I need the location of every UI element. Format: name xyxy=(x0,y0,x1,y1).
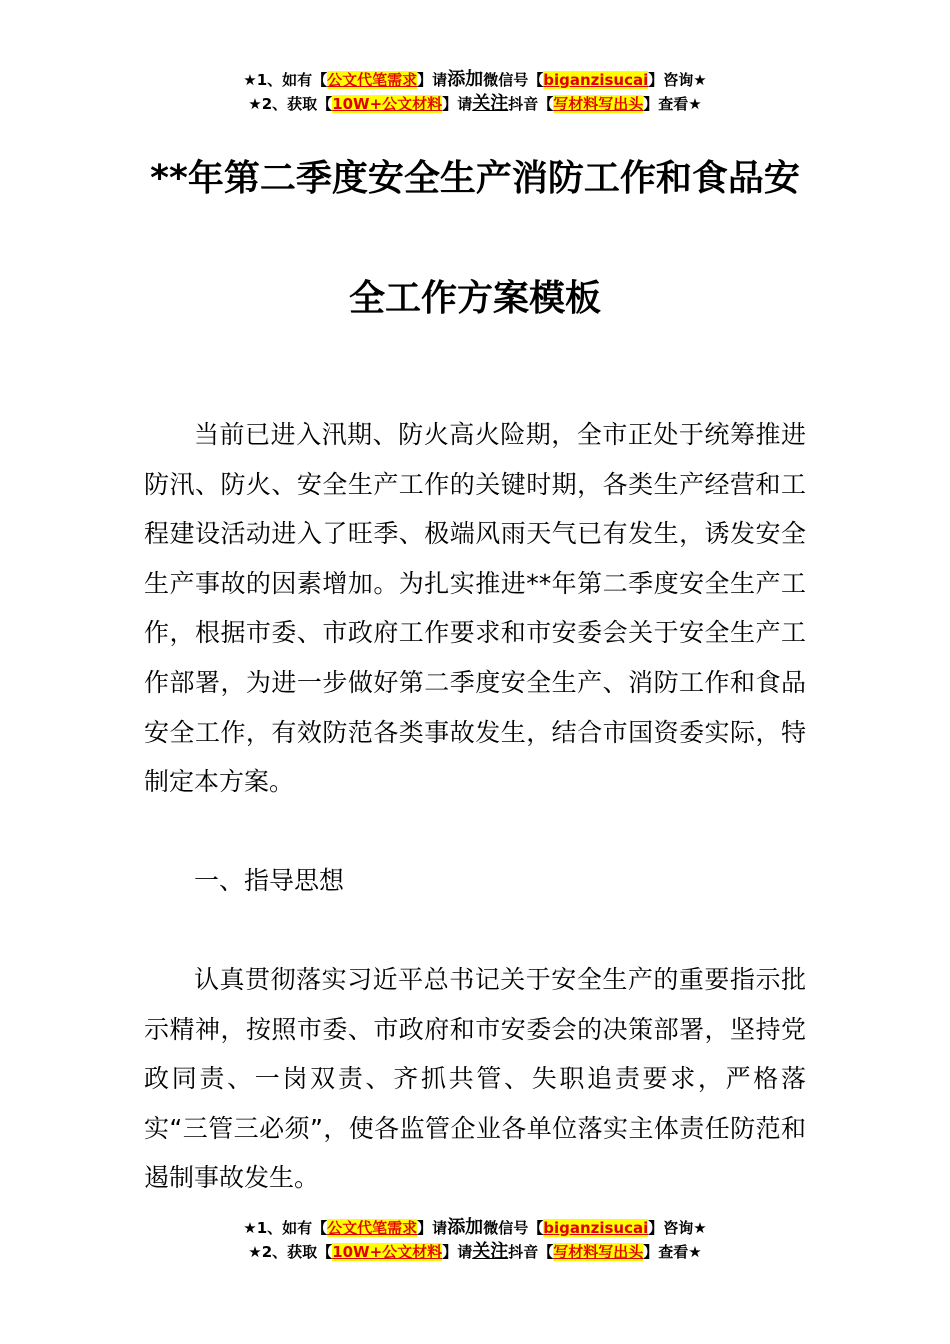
banner-text: 】请 xyxy=(442,95,473,113)
banner-text: 微信号【 xyxy=(483,71,544,89)
body-paragraph: 认真贯彻落实习近平总书记关于安全生产的重要指示批示精神，按照市委、市政府和市安委会的决策部署，坚持党政同责、一岗双责、齐抓共管、失职追责要求，严格落实“三管三必须”，使各监管企业各单位落实主体责任防范和遏制事故发生。 xyxy=(144,965,806,1193)
banner-text: 】请 xyxy=(442,1243,473,1261)
banner-line-1 xyxy=(0,1216,950,1240)
banner-wechat-id: biganzisucai xyxy=(543,71,649,89)
document-title-line-2: 全工作方案模板 xyxy=(348,278,601,319)
banner-text: ★2、获取【 xyxy=(248,95,333,113)
banner-text: ★2、获取【 xyxy=(248,1243,333,1261)
banner-highlight: 10W+公文材料 xyxy=(332,1243,443,1261)
banner-text: 】咨询★ xyxy=(648,1219,707,1237)
banner-text: 抖音【 xyxy=(508,95,554,113)
banner-emphasis: 添加 xyxy=(447,1217,484,1238)
top-ad-banner xyxy=(0,68,950,116)
banner-highlight: 公文代笔需求 xyxy=(327,71,418,89)
banner-text: 抖音【 xyxy=(508,1243,554,1261)
banner-text: 】咨询★ xyxy=(648,71,707,89)
banner-line-2 xyxy=(0,1240,950,1264)
banner-emphasis: 关注 xyxy=(472,93,509,114)
bottom-ad-banner xyxy=(0,1216,950,1264)
banner-highlight: 10W+公文材料 xyxy=(332,95,443,113)
banner-emphasis: 添加 xyxy=(447,69,484,90)
banner-text: 】请 xyxy=(417,71,448,89)
document-title-line-1: **年第二季度安全生产消防工作和食品安 xyxy=(150,158,800,199)
banner-douyin-id: 写材料写出头 xyxy=(553,1243,644,1261)
banner-emphasis: 关注 xyxy=(472,1241,509,1262)
banner-text: 】查看★ xyxy=(643,1243,702,1261)
banner-text: 微信号【 xyxy=(483,1219,544,1237)
body-paragraph: 当前已进入汛期、防火高火险期，全市正处于统筹推进防汛、防火、安全生产工作的关键时期，各类生产经营和工程建设活动进入了旺季、极端风雨天气已有发生，诱发安全生产事故的因素增加。为扎实推进**年第二季度安全生产工作，根据市委、市政府工作要求和市安委会关于安全生产工作部署，为进一步做好第二季度安全生产、消防工作和食品安全工作，有效防范各类事故发生，结合市国资委实际，特制定本方案。 xyxy=(144,420,806,797)
banner-text: 】请 xyxy=(417,1219,448,1237)
banner-douyin-id: 写材料写出头 xyxy=(553,95,644,113)
section-heading: 一、指导思想 xyxy=(194,866,345,895)
banner-line-2 xyxy=(0,92,950,116)
banner-line-1 xyxy=(0,68,950,92)
banner-text: ★1、如有【 xyxy=(243,1219,328,1237)
banner-wechat-id: biganzisucai xyxy=(543,1219,649,1237)
banner-highlight: 公文代笔需求 xyxy=(327,1219,418,1237)
banner-text: ★1、如有【 xyxy=(243,71,328,89)
banner-text: 】查看★ xyxy=(643,95,702,113)
